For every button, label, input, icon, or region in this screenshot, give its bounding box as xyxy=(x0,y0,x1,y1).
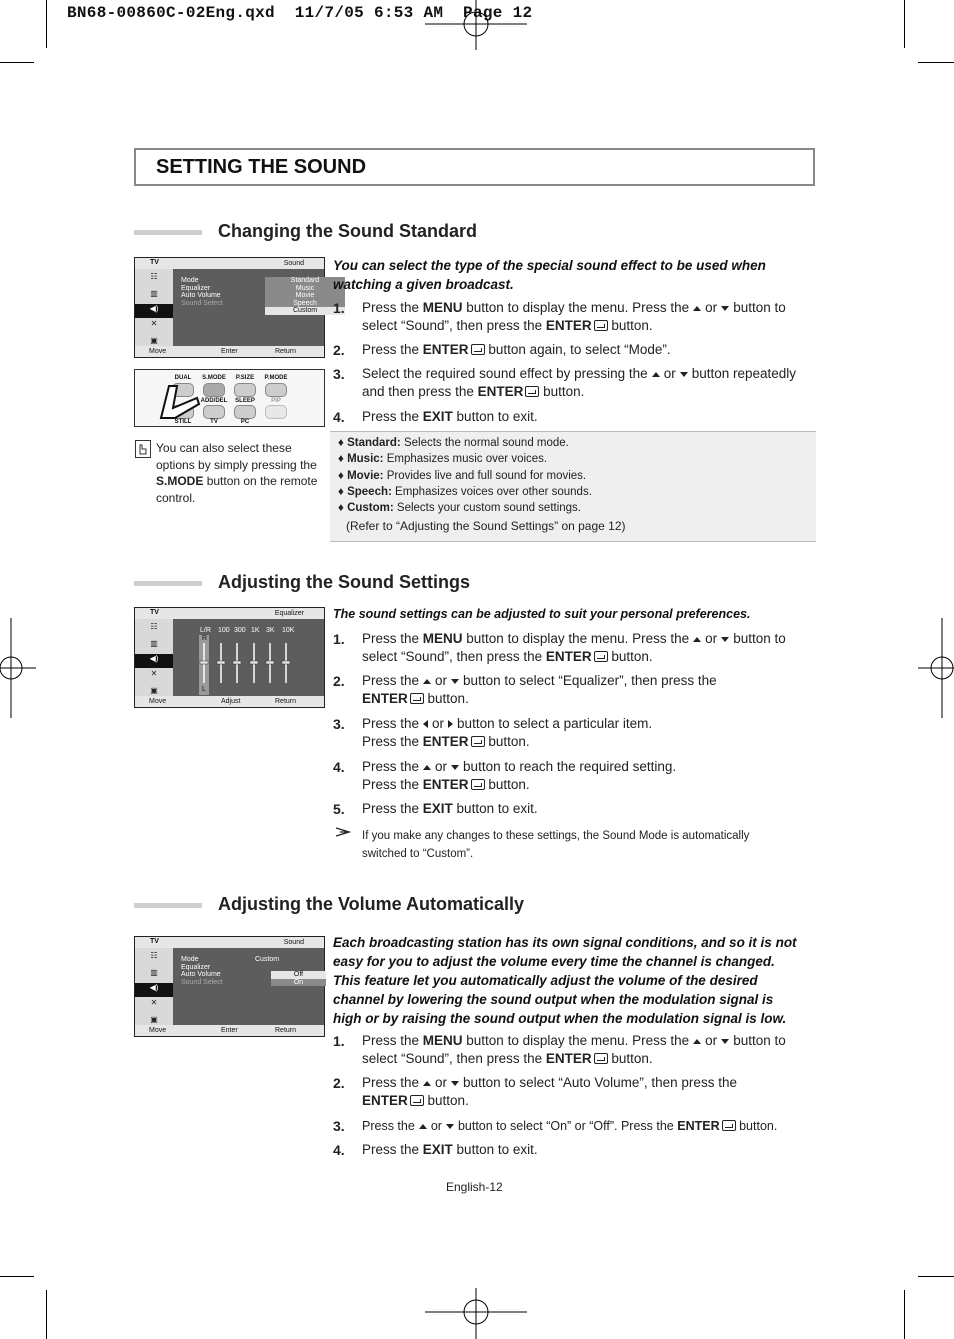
input-icon: ▣ xyxy=(150,336,158,345)
equalizer-sliders xyxy=(173,619,326,699)
note-arrow-icon xyxy=(335,827,351,837)
enter-icon xyxy=(410,693,424,704)
registration-mark-right xyxy=(918,618,954,718)
intro-settings: The sound settings can be adjusted to suit your personal preferences. xyxy=(333,607,751,621)
osd-sound-menu xyxy=(134,257,325,358)
enter-icon xyxy=(410,1095,424,1106)
equalizer-note: If you make any changes to these settings, the Sound Mode is automatically switched to “Custom”. xyxy=(362,830,750,860)
enter-icon xyxy=(471,344,485,355)
input-icon: ▣ xyxy=(150,686,158,695)
step-2: 2. Press the ENTER button again, to select “Mode”. xyxy=(333,342,671,358)
step-2: 2. Press the or button to select “Auto Volume”, then press the ENTER button. xyxy=(333,1075,737,1108)
picture-icon: ▥ xyxy=(150,968,158,977)
intro-volume: Each broadcasting station has its own signal conditions, and so it is not easy for you to adjust the volume every time the channel is changed. This feature let you automatically adjust the volume of the desired channel by lowering the sound output when the modulation signal is high or by raising the sound output when the modulation signal is low. xyxy=(333,935,797,1026)
section-title-volume: Adjusting the Volume Automatically xyxy=(218,894,525,914)
crop-mark xyxy=(46,1290,47,1339)
enter-icon xyxy=(594,320,608,331)
up-arrow-icon xyxy=(423,765,431,770)
enter-icon xyxy=(471,736,485,747)
picture-icon: ▥ xyxy=(150,639,158,648)
osd-footer: Move Enter Return xyxy=(135,346,324,357)
osd-side-icons xyxy=(135,619,173,696)
down-arrow-icon xyxy=(451,1081,459,1086)
osd-side-icons xyxy=(135,948,173,1025)
speaker-icon: ◀) xyxy=(135,654,173,668)
osd-panel: Mode Equalizer Auto Volume Sound Select Standard Music Movie Speech Custom xyxy=(173,269,324,346)
enter-icon xyxy=(594,651,608,662)
up-arrow-icon xyxy=(693,1039,701,1044)
step-5: 5. Press the EXIT button to exit. xyxy=(333,801,538,817)
section-title-settings: Adjusting the Sound Settings xyxy=(218,572,470,592)
registration-mark-top xyxy=(425,0,527,50)
step-4: 4. Press the EXIT button to exit. xyxy=(333,1142,538,1158)
up-arrow-icon xyxy=(693,637,701,642)
down-arrow-icon xyxy=(446,1124,454,1129)
down-arrow-icon xyxy=(680,372,688,377)
setup-icon: ✕ xyxy=(150,319,158,328)
osd-panel: Mode Equalizer Auto Volume Sound Select Custom Off On xyxy=(173,948,324,1025)
down-arrow-icon xyxy=(721,1039,729,1044)
section-bar xyxy=(134,230,202,235)
antenna-icon: ☷ xyxy=(150,951,158,960)
file-header: BN68-00860C-02Eng.qxd 11/7/05 6:53 AM Page 12 xyxy=(67,4,533,22)
step-2: 2. Press the or button to select “Equalizer”, then press the ENTER button. xyxy=(333,673,717,706)
osd-options: Standard Music Movie Speech Custom xyxy=(265,277,345,315)
crop-mark xyxy=(46,0,47,48)
antenna-icon: ☷ xyxy=(150,622,158,631)
enter-icon xyxy=(722,1120,736,1131)
step-4: 4. Press the or button to reach the required setting. Press the ENTER button. xyxy=(333,759,677,792)
setup-icon: ✕ xyxy=(150,998,158,1007)
osd-auto-volume-menu xyxy=(134,936,325,1037)
pointing-hand-icon xyxy=(157,380,201,420)
down-arrow-icon xyxy=(721,306,729,311)
osd-options: Off On xyxy=(271,971,326,986)
crop-mark xyxy=(918,1276,954,1277)
section-bar xyxy=(134,903,202,908)
page-number: English-12 xyxy=(446,1180,503,1194)
osd-top-bar: TV Equalizer xyxy=(135,608,324,619)
step-3: 3. Press the or button to select a particular item. Press the ENTER button. xyxy=(333,716,653,749)
down-arrow-icon xyxy=(451,679,459,684)
enter-icon xyxy=(471,779,485,790)
step-1: 1. Press the MENU button to display the menu. Press the or button to select “Sound”, then press the ENTER button. xyxy=(333,1033,786,1066)
section-bar xyxy=(134,581,202,586)
picture-icon: ▥ xyxy=(150,289,158,298)
osd-panel: L/R 100 300 1K 3K 10K R L xyxy=(173,619,324,696)
registration-mark-left xyxy=(0,618,36,718)
up-arrow-icon xyxy=(419,1124,427,1129)
up-arrow-icon xyxy=(693,306,701,311)
section-title-standard: Changing the Sound Standard xyxy=(218,221,477,241)
up-arrow-icon xyxy=(423,679,431,684)
crop-mark xyxy=(918,62,954,63)
step-3: 3. Select the required sound effect by pressing the or button repeatedly and then press the ENTER button. xyxy=(333,366,797,399)
osd-footer: Move Adjust Return xyxy=(135,696,324,707)
up-arrow-icon xyxy=(652,372,660,377)
down-arrow-icon xyxy=(721,637,729,642)
osd-side-icons xyxy=(135,269,173,346)
crop-mark xyxy=(904,1290,905,1339)
registration-mark-bottom xyxy=(425,1288,527,1339)
enter-icon xyxy=(525,386,539,397)
antenna-icon: ☷ xyxy=(150,272,158,281)
input-icon: ▣ xyxy=(150,1015,158,1024)
up-arrow-icon xyxy=(423,1081,431,1086)
right-arrow-icon xyxy=(448,720,453,728)
setup-icon: ✕ xyxy=(150,669,158,678)
sound-modes-box: ♦ Standard: Selects the normal sound mode. ♦ Music: Emphasizes music over voices. ♦ Movie: Provides live and full sound for movies. ♦ Speech: Emphasizes voices over other sounds. ♦ Custom: Selects your custom sound settings. (Refer to “Adjusting the Sound Settings” on page 12) xyxy=(330,431,816,542)
page-title-box xyxy=(134,148,815,186)
page-title: SETTING THE SOUND xyxy=(156,156,367,178)
osd-top-bar: TV Sound xyxy=(135,937,324,948)
down-arrow-icon xyxy=(451,765,459,770)
osd-top-bar: TV Sound xyxy=(135,258,324,269)
speaker-icon: ◀) xyxy=(135,304,173,318)
step-4: 4. Press the EXIT button to exit. xyxy=(333,409,538,425)
step-1: 1. Press the MENU button to display the menu. Press the or button to select “Sound”, then press the ENTER button. xyxy=(333,631,786,664)
hand-note-icon xyxy=(135,440,151,458)
step-3: 3. Press the or button to select “On” or “Off”. Press the ENTER button. xyxy=(333,1118,778,1134)
crop-mark xyxy=(0,62,34,63)
left-arrow-icon xyxy=(423,720,428,728)
osd-footer: Move Enter Return xyxy=(135,1025,324,1036)
step-1: 1. Press the MENU button to display the menu. Press the or button to select “Sound”, then press the ENTER button. xyxy=(333,300,786,333)
speaker-icon: ◀) xyxy=(135,983,173,997)
remote-control-image: DUAL S.MODE P.SIZE P.MODE ADD/DEL SLEEP PIP STILL TV PC xyxy=(134,369,325,427)
osd-equalizer-menu xyxy=(134,607,325,708)
tip-text: You can also select these options by simply pressing the S.MODE button on the remote control. xyxy=(156,441,318,505)
enter-icon xyxy=(594,1053,608,1064)
crop-mark xyxy=(0,1276,34,1277)
crop-mark xyxy=(904,0,905,48)
intro-standard: You can select the type of the special sound effect to be used when watching a given broadcast. xyxy=(333,258,766,292)
